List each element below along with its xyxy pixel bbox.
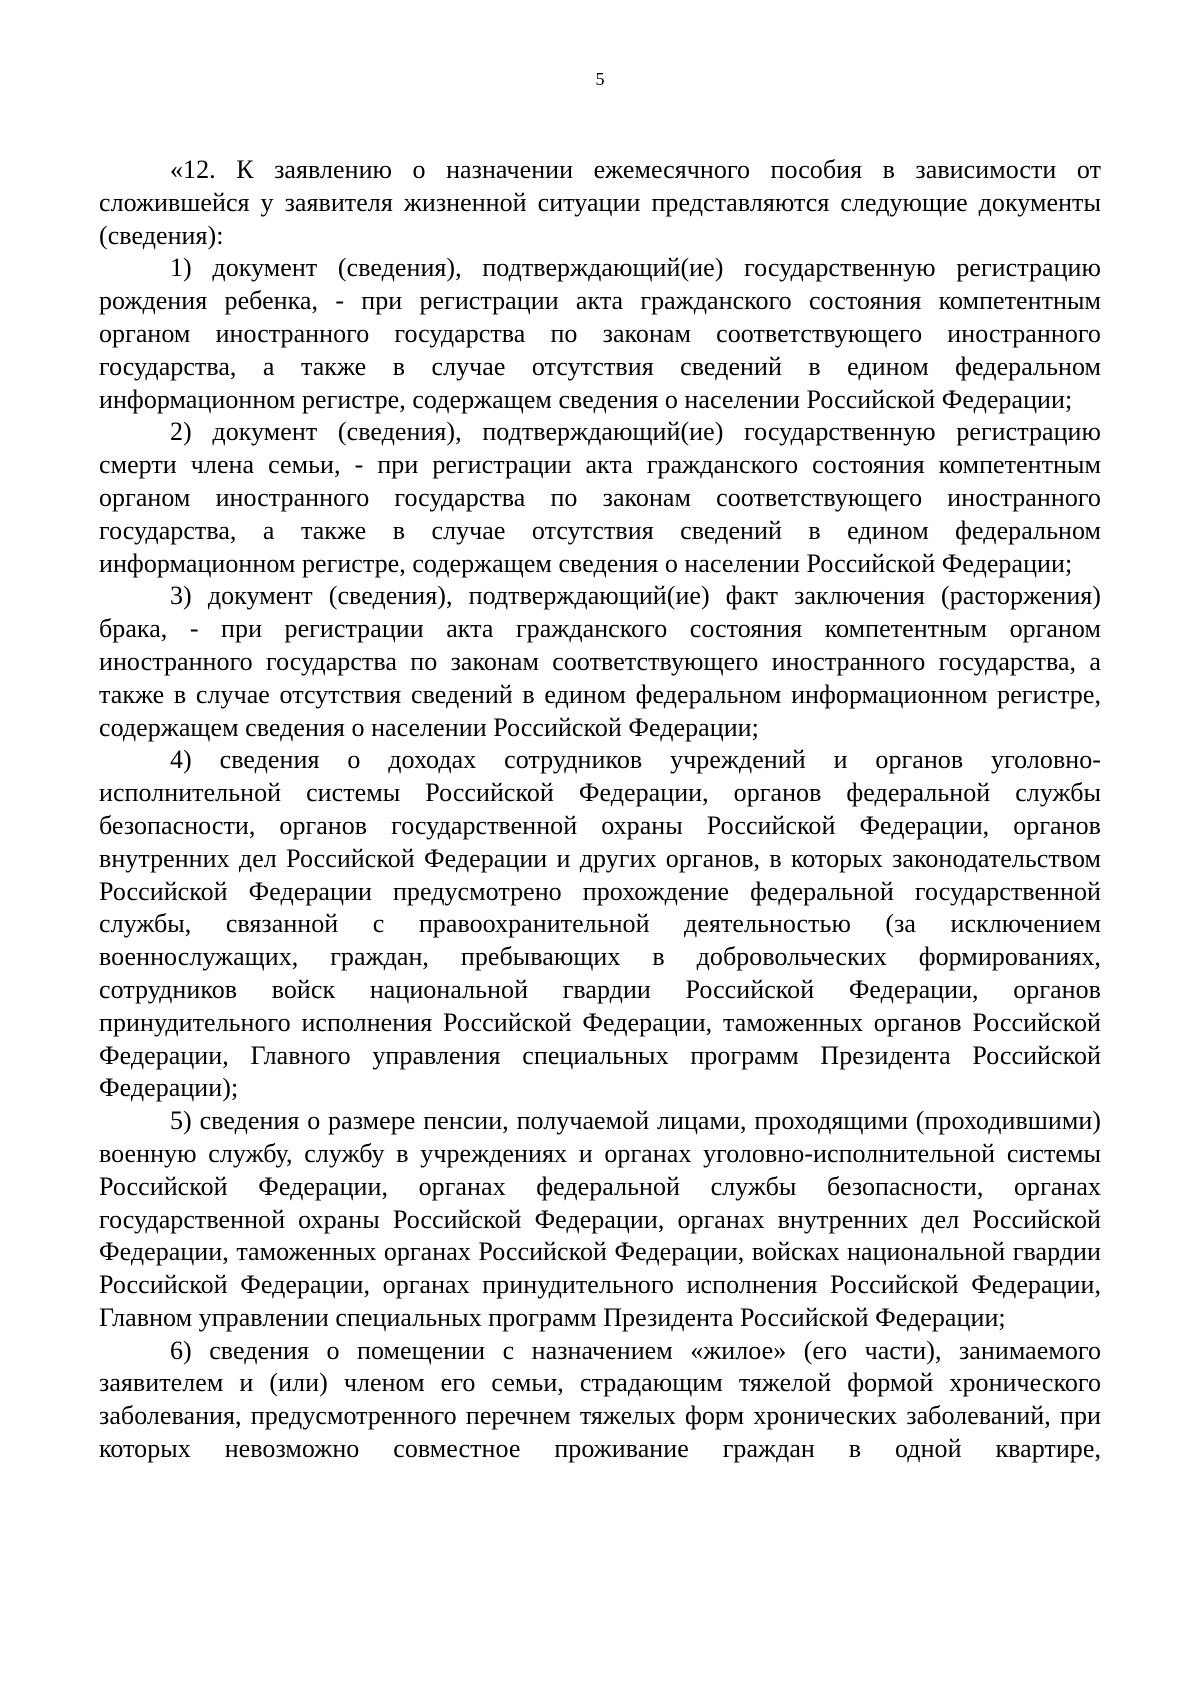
paragraph-item-2: 2) документ (сведения), подтверждающий(ие) государственную регистрацию смерти члена семьи, - при регистрации акта гражданского состояния компетентным органом иностранного государства по законам соответствующего иностранного государства, а также в случае отсутствия сведений в едином федеральном информационном регистре, содержащем сведения о населении Российской Федерации; [99, 417, 1101, 578]
paragraph-item-4: 4) сведения о доходах сотрудников учреждений и органов уголовно-исполнительной системы Российской Федерации, органов федеральной службы безопасности, органов государственной охраны Российской Федерации, органов внутренних дел Российской Федерации и других органов, в которых законодательством Российской Федерации предусмотрено прохождение федеральной государственной службы, связанной с правоохранительной деятельностью (за исключением военнослужащих, граждан, пребывающих в добровольческих формированиях, сотрудников войск национальной гвардии Российской Федерации, органов принудительного исполнения Российской Федерации, таможенных органов Российской Федерации, Главного управления специальных программ Президента Российской Федерации); [99, 745, 1101, 1103]
page-number: 5 [595, 69, 605, 89]
paragraph-item-3: 3) документ (сведения), подтверждающий(ие) факт заключения (расторжения) брака, - при регистрации акта гражданского состояния компетентным органом иностранного государства по законам соответствующего иностранного государства, а также в случае отсутствия сведений в едином федеральном информационном регистре, содержащем сведения о населении Российской Федерации; [99, 581, 1101, 742]
paragraph-intro: «12. К заявлению о назначении ежемесячного пособия в зависимости от сложившейся у заявителя жизненной ситуации представляются следующие документы (сведения): [99, 155, 1101, 250]
document-body [99, 154, 1101, 1466]
paragraph-item-5: 5) сведения о размере пенсии, получаемой лицами, проходящими (проходившими) военную службу, службу в учреждениях и органах уголовно-исполнительной системы Российской Федерации, органах федеральной службы безопасности, органах государственной охраны Российской Федерации, органах внутренних дел Российской Федерации, таможенных органах Российской Федерации, войсках национальной гвардии Российской Федерации, органах принудительного исполнения Российской Федерации, Главном управлении специальных программ Президента Российской Федерации; [99, 1106, 1101, 1332]
paragraph-item-1: 1) документ (сведения), подтверждающий(ие) государственную регистрацию рождения ребенка, - при регистрации акта гражданского состояния компетентным органом иностранного государства по законам соответствующего иностранного государства, а также в случае отсутствия сведений в едином федеральном информационном регистре, содержащем сведения о населении Российской Федерации; [99, 253, 1101, 414]
paragraph-item-6: 6) сведения о помещении с назначением «жилое» (его части), занимаемого заявителем и (или) членом его семьи, страдающим тяжелой формой хронического заболевания, предусмотренного перечнем тяжелых форм хронических заболеваний, при которых невозможно совместное проживание граждан в одной квартире, [99, 1335, 1101, 1464]
